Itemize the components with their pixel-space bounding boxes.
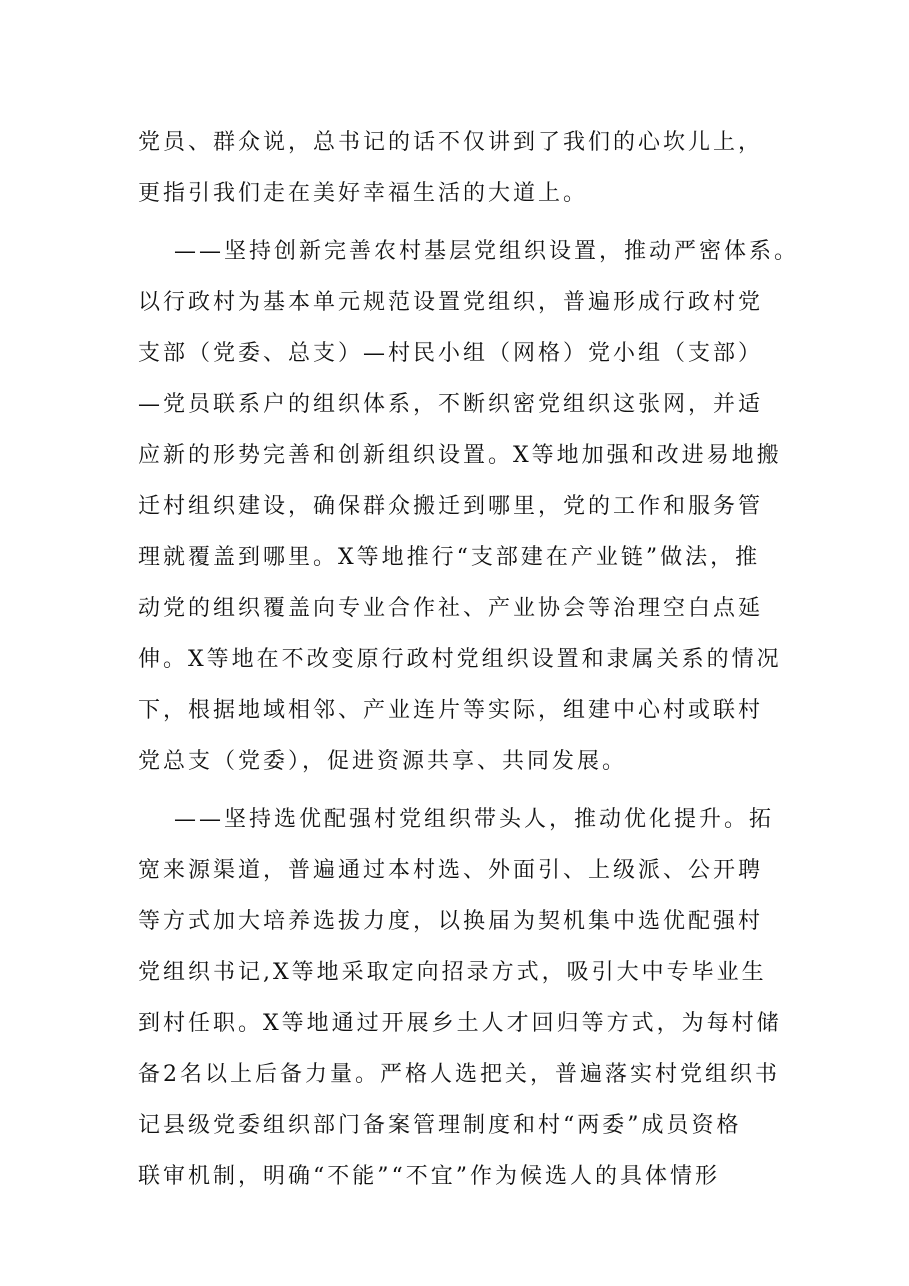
paragraph-2-line-3: 支部（党委、总支）—村民小组（网格）党小组（支部）	[138, 341, 764, 366]
paragraph-3-line-7: 记县级党委组织部门备案管理制度和村“两委”成员资格	[138, 1113, 742, 1138]
paragraph-2-line-1: ——坚持创新完善农村基层党组织设置，推动严密体系。	[174, 239, 800, 264]
paragraph-2-line-10: 下，根据地域相邻、产业连片等实际，组建中心村或联村	[138, 698, 764, 723]
paragraph-1-line-2: 更指引我们走在美好幸福生活的大道上。	[138, 181, 589, 206]
paragraph-3-line-1: ——坚持选优配强村党组织带头人，推动优化提升。拓	[174, 807, 775, 832]
paragraph-3-line-6: 备2名以上后备力量。严格人选把关，普遍落实村党组织书	[138, 1062, 780, 1087]
paragraph-2-line-9: 伸。X等地在不改变原行政村党组织设置和隶属关系的情况	[138, 647, 782, 672]
paragraph-3-line-4: 党组织书记,X等地采取定向招录方式，吸引大中专毕业生	[138, 960, 767, 985]
paragraph-2-line-2: 以行政村为基本单元规范设置党组织，普遍形成行政村党	[138, 290, 764, 315]
paragraph-2-line-8: 动党的组织覆盖向专业合作社、产业协会等治理空白点延	[138, 596, 764, 621]
paragraph-2-line-7: 理就覆盖到哪里。X等地推行“支部建在产业链”做法，推	[138, 545, 761, 570]
paragraph-1-line-1: 党员、群众说，总书记的话不仅讲到了我们的心坎儿上，	[138, 130, 764, 155]
paragraph-2-line-11: 党总支（党委），促进资源共享、共同发展。	[138, 749, 628, 774]
paragraph-3-line-2: 宽来源渠道，普遍通过本村选、外面引、上级派、公开聘	[138, 858, 764, 883]
paragraph-3-line-5: 到村任职。X等地通过开展乡土人才回归等方式，为每村储	[138, 1011, 782, 1036]
paragraph-2-line-4: —党员联系户的组织体系，不断织密党组织这张网，并适	[138, 392, 764, 417]
paragraph-3-line-8: 联审机制，明确“不能”“不宜”作为候选人的具体情形	[138, 1164, 720, 1189]
paragraph-2-line-6: 迁村组织建设，确保群众搬迁到哪里，党的工作和服务管	[138, 494, 764, 519]
paragraph-2-line-5: 应新的形势完善和创新组织设置。X等地加强和改进易地搬	[138, 443, 782, 468]
paragraph-3-line-3: 等方式加大培养选拔力度，以换届为契机集中选优配强村	[138, 909, 764, 934]
